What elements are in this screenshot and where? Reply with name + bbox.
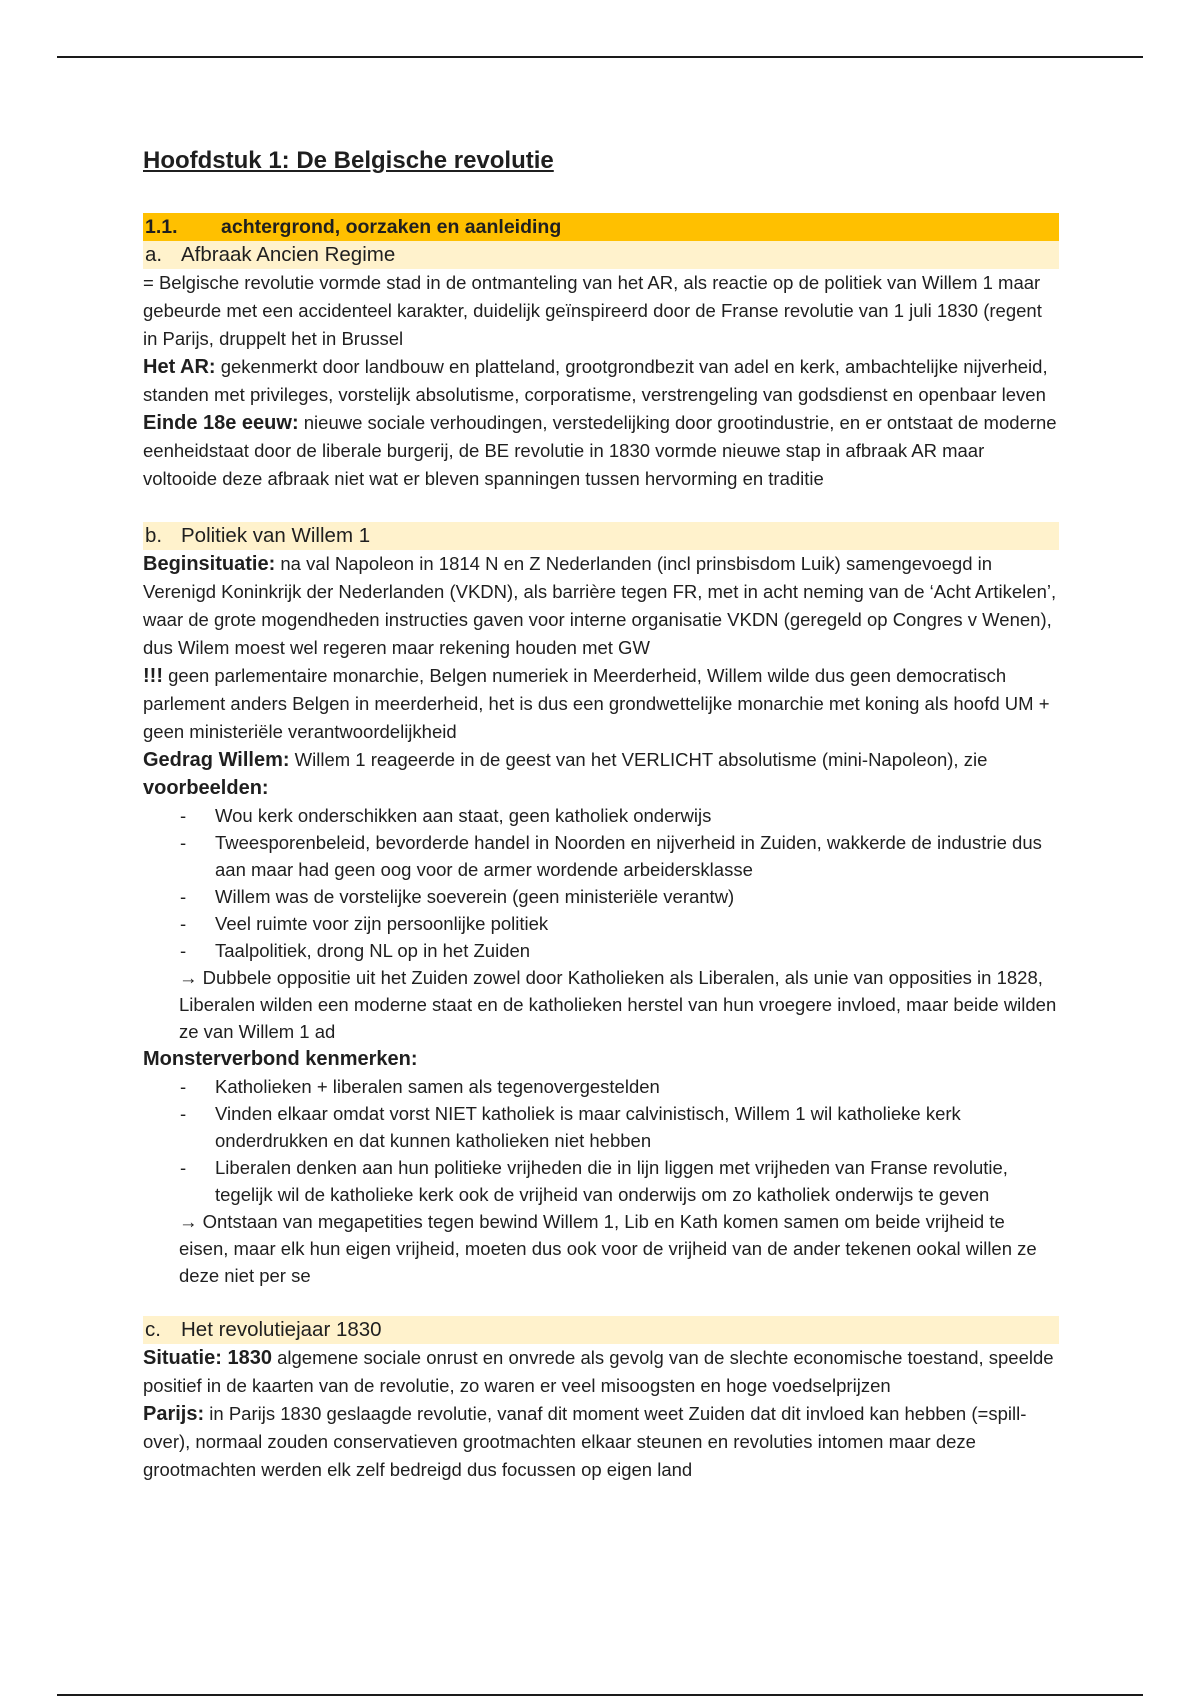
top-rule <box>57 56 1143 58</box>
paragraph-lead: Einde 18e eeuw: <box>143 412 299 434</box>
subsection-label: Politiek van Willem 1 <box>181 524 371 547</box>
paragraph-lead: Situatie: 1830 <box>143 1347 272 1369</box>
list-item: - Willem was de vorstelijke soeverein (geen ministeriële verantw) <box>143 883 1059 910</box>
paragraph-text: gekenmerkt door landbouw en platteland, grootgrondbezit van adel en kerk, ambachtelijke nijverheid, standen met privileges, vorstelijk absolutisme, corporatisme, verstrengeling van godsdienst en openbaar leven <box>143 356 1048 405</box>
paragraph: = Belgische revolutie vormde stad in de ontmanteling van het AR, als reactie op de politiek van Willem 1 maar gebeurde met een accidenteel karakter, duidelijk geïnspireerd door de Franse revolutie van 1 juli 1830 (regent in Parijs, druppelt het in Brussel <box>143 272 1042 349</box>
subsection-heading-b <box>143 522 1059 550</box>
paragraph-text: geen parlementaire monarchie, Belgen numeriek in Meerderheid, Willem wilde dus geen democratisch parlement anders Belgen in meerderheid, het is dus een grondwettelijke monarchie met koning als hoofd UM + geen ministeriële verantwoordelijkheid <box>143 665 1050 742</box>
monsterverbond-list <box>143 1073 1059 1208</box>
paragraph-text: Ontstaan van megapetities tegen bewind Willem 1, Lib en Kath komen samen om beide vrijheid te eisen, maar elk hun eigen vrijheid, moeten dus ook voor de vrijheid van de ander tekenen ookal willen ze deze niet per se <box>179 1211 1037 1286</box>
monsterverbond-heading: Monsterverbond kenmerken: <box>143 1048 418 1070</box>
spacer <box>143 1289 1059 1316</box>
bottom-rule <box>57 1694 1143 1696</box>
paragraph <box>143 550 1059 662</box>
paragraph-lead: Parijs: <box>143 1403 205 1425</box>
arrow-right-icon: → <box>179 967 198 988</box>
list-item: - Veel ruimte voor zijn persoonlijke politiek <box>143 910 1059 937</box>
paragraph <box>143 662 1059 746</box>
list-item: - Tweesporenbeleid, bevorderde handel in Noorden en nijverheid in Zuiden, wakkerde de industrie dus aan maar had geen oog voor de armer wordende arbeidersklasse <box>143 829 1059 883</box>
list-item: - Liberalen denken aan hun politieke vrijheden die in lijn liggen met vrijheden van Franse revolutie, tegelijk wil de katholieke kerk ook de vrijheid van onderwijs om zo katholiek onderwijs te geven <box>143 1154 1059 1208</box>
paragraph <box>143 1400 1059 1484</box>
examples-list <box>143 802 1059 964</box>
document-body <box>143 142 1059 1484</box>
subsection-heading-a <box>143 241 1059 269</box>
list-item: - Katholieken + liberalen samen als tegenovergestelden <box>143 1073 1059 1100</box>
subsection-letter: a. <box>145 243 163 266</box>
paragraph-text: nieuwe sociale verhoudingen, verstedelijking door grootindustrie, en er ontstaat de moderne eenheidstaat door de liberale burgerij, de BE revolutie in 1830 vormde nieuwe stap in afbraak AR maar voltooide deze afbraak niet wat er bleven spanningen tussen hervorming en traditie <box>143 412 1057 489</box>
section-label: achtergrond, oorzaken en aanleiding <box>221 216 562 238</box>
paragraph-lead: !!! <box>143 665 163 687</box>
section-heading-1-1 <box>143 213 1059 241</box>
list-item: - Taalpolitiek, drong NL op in het Zuiden <box>143 937 1059 964</box>
paragraph-text: in Parijs 1830 geslaagde revolutie, vanaf dit moment weet Zuiden dat dit invloed kan hebben (=spill-over), normaal zouden conservatieven grootmachten elkaar steunen en revoluties intomen maar deze grootmachten werden elk zelf bedreigd dus focussen op eigen land <box>143 1403 1027 1480</box>
paragraph <box>143 353 1059 409</box>
arrow-right-icon: → <box>179 1211 198 1232</box>
paragraph <box>143 746 1059 802</box>
arrow-paragraph <box>143 1208 1059 1289</box>
paragraph-lead: voorbeelden: <box>143 777 269 799</box>
spacer <box>143 493 1059 522</box>
paragraph <box>143 409 1059 493</box>
subsection-heading-c <box>143 1316 1059 1344</box>
paragraph-lead: Beginsituatie: <box>143 553 276 575</box>
subsection-label: Het revolutiejaar 1830 <box>181 1318 382 1341</box>
list-item: - Wou kerk onderschikken aan staat, geen katholiek onderwijs <box>143 802 1059 829</box>
paragraph-text: algemene sociale onrust en onvrede als gevolg van de slechte economische toestand, speelde positief in de kaarten van de revolutie, zo waren er veel misoogsten en hoge voedselprijzen <box>143 1347 1054 1396</box>
paragraph-text: Willem 1 reageerde in de geest van het VERLICHT absolutisme (mini-Napoleon), zie <box>289 749 988 770</box>
section-number: 1.1. <box>145 216 178 238</box>
subsection-letter: b. <box>145 524 163 547</box>
paragraph-lead: Gedrag Willem: <box>143 749 290 771</box>
subsection-letter: c. <box>145 1318 161 1341</box>
chapter-title: Hoofdstuk 1: De Belgische revolutie <box>143 147 554 174</box>
paragraph-lead: Het AR: <box>143 356 216 378</box>
subsection-label: Afbraak Ancien Regime <box>181 243 396 266</box>
paragraph-text: Dubbele oppositie uit het Zuiden zowel door Katholieken als Liberalen, als unie van opposities in 1828, Liberalen wilden een moderne staat en de katholieken herstel van hun vroegere invloed, maar beide wilden ze van Willem 1 ad <box>179 967 1057 1042</box>
arrow-paragraph <box>143 964 1059 1045</box>
paragraph-text: na val Napoleon in 1814 N en Z Nederlanden (incl prinsbisdom Luik) samengevoegd in Verenigd Koninkrijk der Nederlanden (VKDN), als barrière tegen FR, met in acht neming van de ‘Acht Artikelen’, waar de grote mogendheden instructies gaven voor interne organisatie VKDN (geregeld op Congres v Wenen), dus Wilem moest wel regeren maar rekening houden met GW <box>143 553 1057 658</box>
list-item: - Vinden elkaar omdat vorst NIET katholiek is maar calvinistisch, Willem 1 wil katholieke kerk onderdrukken en dat kunnen katholieken niet hebben <box>143 1100 1059 1154</box>
paragraph <box>143 1344 1059 1400</box>
